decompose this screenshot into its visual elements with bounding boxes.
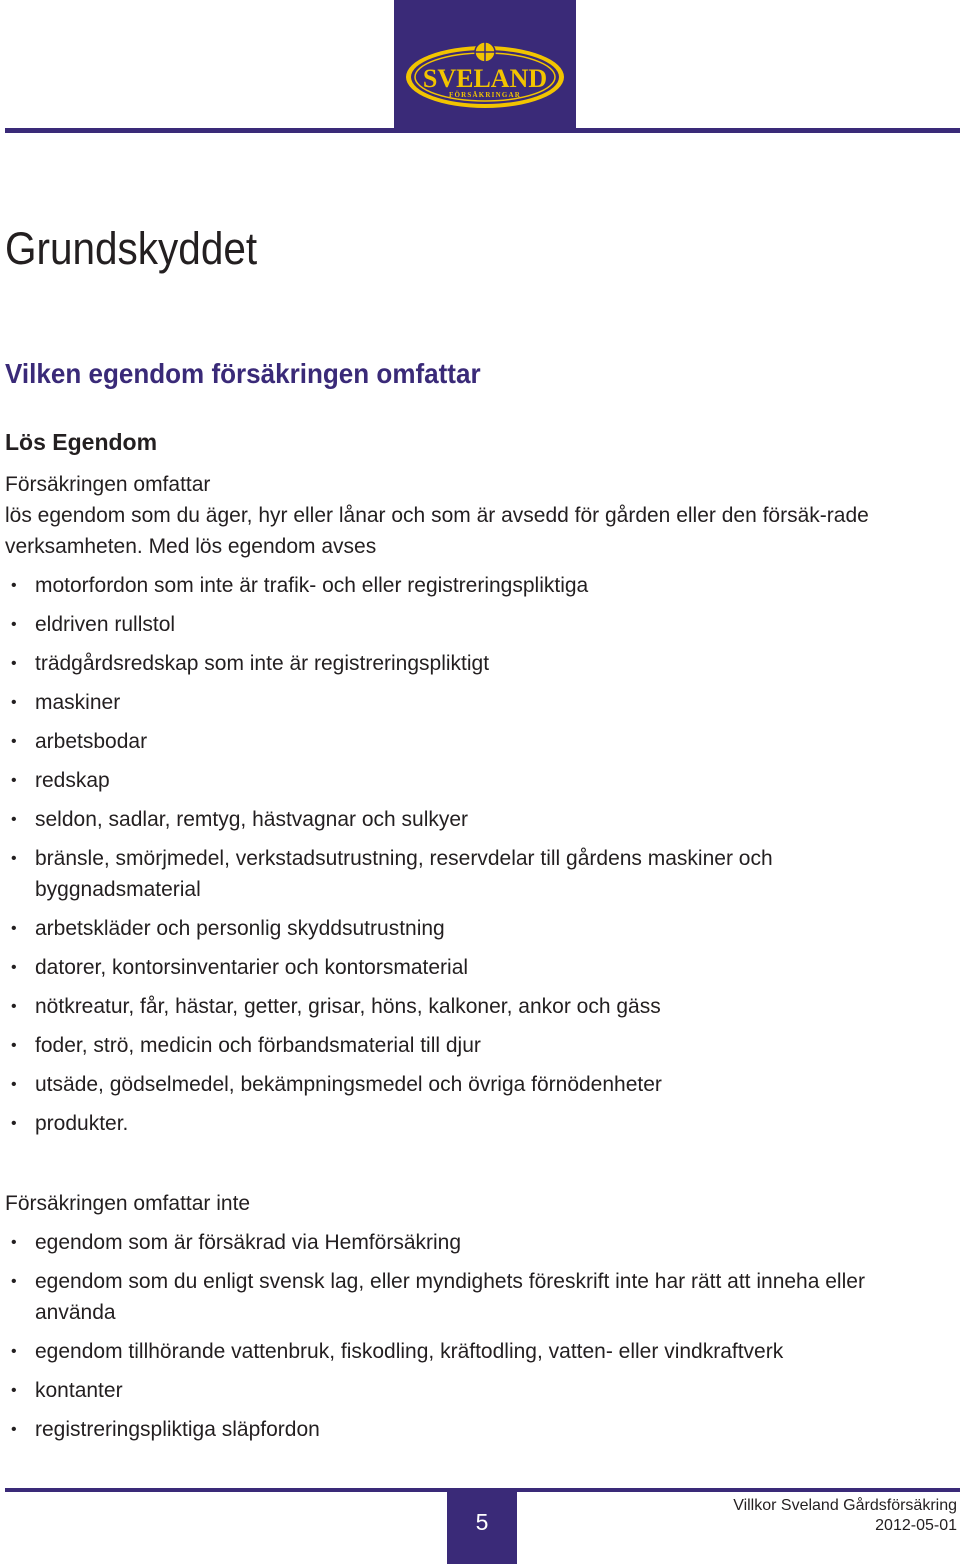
list-item: • produkter.	[5, 1108, 940, 1139]
footer-date: 2012-05-01	[875, 1517, 957, 1534]
page-title: Grundskyddet	[5, 223, 258, 274]
section-heading: Vilken egendom försäkringen omfattar	[5, 358, 481, 389]
crest-icon	[475, 42, 495, 62]
list-item: • kontanter	[5, 1375, 940, 1406]
not-covered-label: Försäkringen omfattar inte	[5, 1192, 251, 1215]
not-covered-section	[5, 1188, 940, 1453]
list-item: • utsäde, gödselmedel, bekämpningsmedel och övriga förnödenheter	[5, 1069, 940, 1100]
footer-meta	[733, 1496, 957, 1536]
list-item: • arbetsbodar	[5, 726, 940, 757]
list-item: • datorer, kontorsinventarier och kontorsmaterial	[5, 952, 940, 983]
covered-list	[5, 570, 940, 1139]
list-item: • trädgårdsredskap som inte är registreringspliktigt	[5, 648, 940, 679]
list-item: • egendom som är försäkrad via Hemförsäkring	[5, 1227, 940, 1258]
list-item: • seldon, sadlar, remtyg, hästvagnar och sulkyer	[5, 804, 940, 835]
covered-section	[5, 469, 940, 1147]
list-item: • foder, strö, medicin och förbandsmaterial till djur	[5, 1030, 940, 1061]
logo-subtitle: FÖRSÄKRINGAR	[449, 91, 521, 99]
logo-wordmark: SVELAND	[422, 64, 548, 93]
sveland-logo-icon	[394, 0, 576, 133]
list-item: • egendom tillhörande vattenbruk, fiskodling, kräftodling, vatten- eller vindkraftverk	[5, 1336, 940, 1367]
list-item: • registreringspliktiga släpfordon	[5, 1414, 940, 1445]
list-item: • arbetskläder och personlig skyddsutrustning	[5, 913, 940, 944]
sub-heading: Lös Egendom	[5, 429, 158, 455]
covered-intro-label: Försäkringen omfattar	[5, 473, 211, 496]
list-item: • redskap	[5, 765, 940, 796]
page-number-box	[447, 1488, 517, 1564]
list-item: • eldriven rullstol	[5, 609, 940, 640]
list-item: • nötkreatur, får, hästar, getter, grisar, höns, kalkoner, ankor och gäss	[5, 991, 940, 1022]
list-item: • motorfordon som inte är trafik- och eller registreringspliktiga	[5, 570, 940, 601]
list-item: • bränsle, smörjmedel, verkstadsutrustning, reservdelar till gårdens maskiner och byggnadsmaterial	[5, 843, 940, 905]
not-covered-list	[5, 1227, 940, 1445]
list-item: • egendom som du enligt svensk lag, eller myndighets föreskrift inte har rätt att inneha eller använda	[5, 1266, 940, 1328]
footer-doc-title: Villkor Sveland Gårdsförsäkring	[733, 1497, 957, 1514]
covered-intro-text: lös egendom som du äger, hyr eller lånar och som är avsedd för gården eller den försäk-rade verksamheten. Med lös egendom avses	[5, 504, 869, 558]
list-item: • maskiner	[5, 687, 940, 718]
logo-block	[394, 0, 576, 133]
page-number: 5	[475, 1509, 489, 1535]
